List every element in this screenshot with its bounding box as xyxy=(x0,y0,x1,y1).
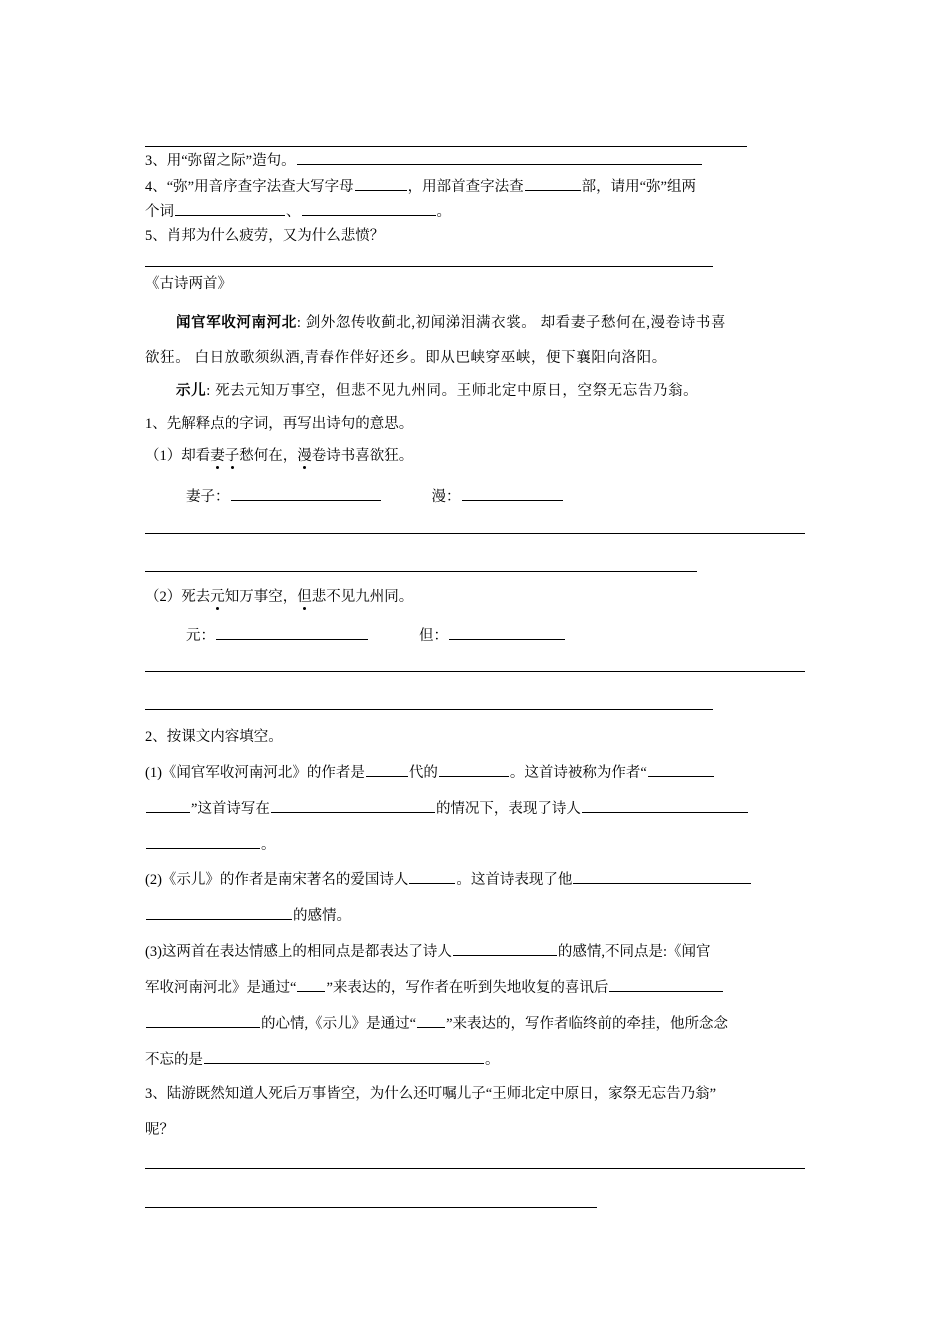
answer-blank[interactable] xyxy=(146,834,260,849)
answer-blank[interactable] xyxy=(417,1013,445,1028)
poem-1-line2: 欲狂。 白日放歌须纵酒,青春作伴好还乡。即从巴峡穿巫峡，便下襄阳向洛阳。 xyxy=(145,350,667,366)
answer-blank[interactable] xyxy=(146,905,292,920)
exercise-2-c-line3: 的心情,《示儿》是通过“ ”来表达的，写作者临终前的牵挂，他所念念 xyxy=(145,1013,728,1034)
answer-blank[interactable] xyxy=(204,1049,484,1064)
dotted-char: 子 xyxy=(224,448,240,464)
answer-blank[interactable] xyxy=(302,201,436,216)
question-4-line1: 4、“弥”用音序查字法查大写字母 ，用部首查字法查 部，请用“弥”组两 xyxy=(145,176,696,197)
dotted-char: 但 xyxy=(297,589,312,605)
answer-blank[interactable] xyxy=(462,486,563,501)
answer-line[interactable] xyxy=(145,571,697,572)
answer-blank[interactable] xyxy=(271,798,435,813)
answer-line[interactable] xyxy=(145,266,713,267)
poem-1-title: 闻官军收河南河北 xyxy=(176,315,297,331)
answer-blank[interactable] xyxy=(146,1013,260,1028)
answer-blank[interactable] xyxy=(297,150,702,165)
exercise-1-item-1-answers: 妻子： 漫： xyxy=(186,486,564,507)
answer-blank[interactable] xyxy=(453,941,557,956)
answer-line[interactable] xyxy=(145,1168,805,1169)
exercise-1-heading: 1、先解释点的字词，再写出诗句的意思。 xyxy=(145,416,414,432)
section-title: 《古诗两首》 xyxy=(145,276,232,292)
answer-blank[interactable] xyxy=(648,762,714,777)
answer-blank[interactable] xyxy=(573,869,751,884)
exercise-2-c-line4: 不忘的是 。 xyxy=(145,1049,500,1070)
answer-blank[interactable] xyxy=(231,486,381,501)
answer-blank[interactable] xyxy=(355,176,407,191)
dotted-char: 元 xyxy=(210,589,225,605)
dotted-char: 妻 xyxy=(210,448,225,464)
exercise-3-line2: 呢？ xyxy=(145,1122,174,1138)
question-4-line2: 个词 、 。 xyxy=(145,201,451,222)
poem-2: 示儿: 死去元知万事空，但悲不见九州同。王师北定中原日，空祭无忘告乃翁。 xyxy=(176,383,699,399)
poem-1-line1: 闻官军收河南河北: 剑外忽传收蓟北,初闻涕泪满衣裳。 却看妻子愁何在,漫卷诗书喜 xyxy=(176,315,727,331)
answer-blank[interactable] xyxy=(439,762,509,777)
answer-line[interactable] xyxy=(145,671,805,672)
exercise-1-item-2-answers: 元： 但： xyxy=(186,625,566,646)
answer-blank[interactable] xyxy=(216,625,368,640)
answer-line[interactable] xyxy=(145,1207,597,1208)
exercise-2-c-line1: (3)这两首在表达情感上的相同点是都表达了诗人 的感情,不同点是:《闻官 xyxy=(145,941,711,962)
answer-blank[interactable] xyxy=(449,625,565,640)
poem-2-title: 示儿 xyxy=(176,383,207,399)
exercise-3-line1: 3、陆游既然知道人死后万事皆空，为什么还叮嘱儿子“王师北定中原日，家祭无忘告乃翁” xyxy=(145,1086,717,1102)
exercise-2-a-line2: ”这首诗写在 的情况下，表现了诗人 xyxy=(145,798,749,819)
answer-blank[interactable] xyxy=(409,869,455,884)
answer-blank[interactable] xyxy=(175,201,285,216)
answer-blank[interactable] xyxy=(582,798,748,813)
answer-blank[interactable] xyxy=(297,977,325,992)
exercise-2-c-line2: 军收河南河北》是通过“ ”来表达的，写作者在听到失地收复的喜讯后 xyxy=(145,977,724,998)
answer-line[interactable] xyxy=(145,146,747,147)
answer-blank[interactable] xyxy=(146,798,190,813)
answer-blank[interactable] xyxy=(609,977,723,992)
exercise-2-a-line3: 。 xyxy=(145,834,276,855)
question-5: 5、肖邦为什么疲劳，又为什么悲愤？ xyxy=(145,228,385,244)
question-3: 3、用“弥留之际”造句。 xyxy=(145,150,703,171)
exercise-2-b-line1: (2)《示儿》的作者是南宋著名的爱国诗人 。这首诗表现了他 xyxy=(145,869,752,890)
answer-line[interactable] xyxy=(145,533,805,534)
answer-blank[interactable] xyxy=(366,762,408,777)
exercise-2-a-line1: (1)《闻官军收河南河北》的作者是 代的 。这首诗被称为作者“ xyxy=(145,762,715,783)
exercise-1-item-2: （2）死去元知万事空，但悲不见九州同。 xyxy=(145,589,414,605)
answer-line[interactable] xyxy=(145,709,713,710)
answer-blank[interactable] xyxy=(525,176,581,191)
dotted-char: 漫 xyxy=(297,448,312,464)
exercise-1-item-1: （1）却看妻子愁何在，漫卷诗书喜欲狂。 xyxy=(145,448,414,464)
exercise-2-heading: 2、按课文内容填空。 xyxy=(145,729,283,745)
exercise-2-b-line2: 的感情。 xyxy=(145,905,351,926)
